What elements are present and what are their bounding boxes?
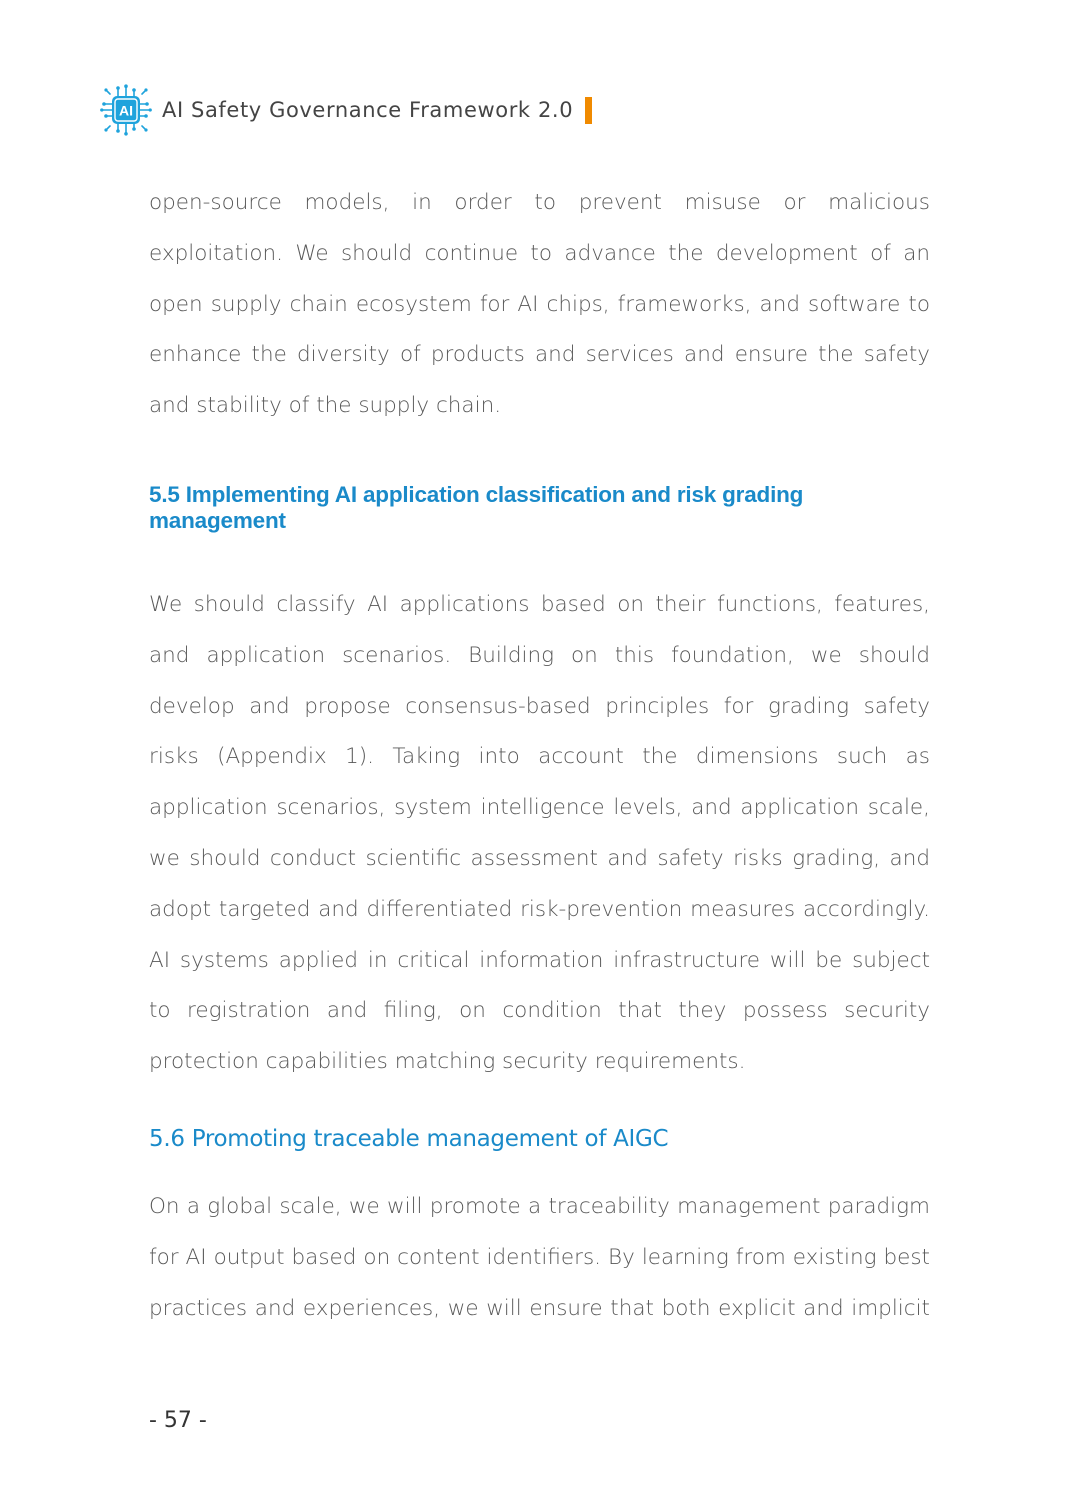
ai-chip-logo-icon bbox=[100, 84, 152, 136]
section-heading-5-6: 5.6 Promoting traceable management of AIGC bbox=[149, 1125, 669, 1152]
page-content bbox=[149, 178, 930, 1334]
paragraph-risk-grading: We should classify AI applications based on their functions, features, and application scenarios. Building on this foundation, we should develop and propose consensus-based principles for grading safety risks (Appendix 1). Taking into account the dimensions such as application scenarios, system intelligence levels, and application scale, we should conduct scientific assessment and safety risks grading, and adopt targeted and differentiated risk-prevention measures accordingly. AI systems applied in critical information infrastructure will be subject to registration and filing, on condition that they possess security protection capabilities matching security requirements. bbox=[149, 591, 930, 1075]
section-heading-5-5: 5.5 Implementing AI application classification and risk grading management bbox=[149, 481, 804, 533]
page-number: - 57 - bbox=[149, 1408, 207, 1433]
header-accent-bar bbox=[585, 97, 592, 124]
document-title: AI Safety Governance Framework 2.0 bbox=[162, 98, 574, 122]
paragraph-traceability: On a global scale, we will promote a traceability management paradigm for AI output based on content identifiers. By learning from existing best practices and experiences, we will ensure that both explicit and implicit bbox=[149, 1193, 930, 1321]
paragraph-supply-chain: open-source models, in order to prevent misuse or malicious exploitation. We should continue to advance the development of an open supply chain ecosystem for AI chips, frameworks, and software to enhance the diversity of products and services and ensure the safety and stability of the supply chain. bbox=[149, 190, 930, 419]
logo-text: AI bbox=[119, 102, 133, 119]
page-header bbox=[100, 82, 592, 138]
